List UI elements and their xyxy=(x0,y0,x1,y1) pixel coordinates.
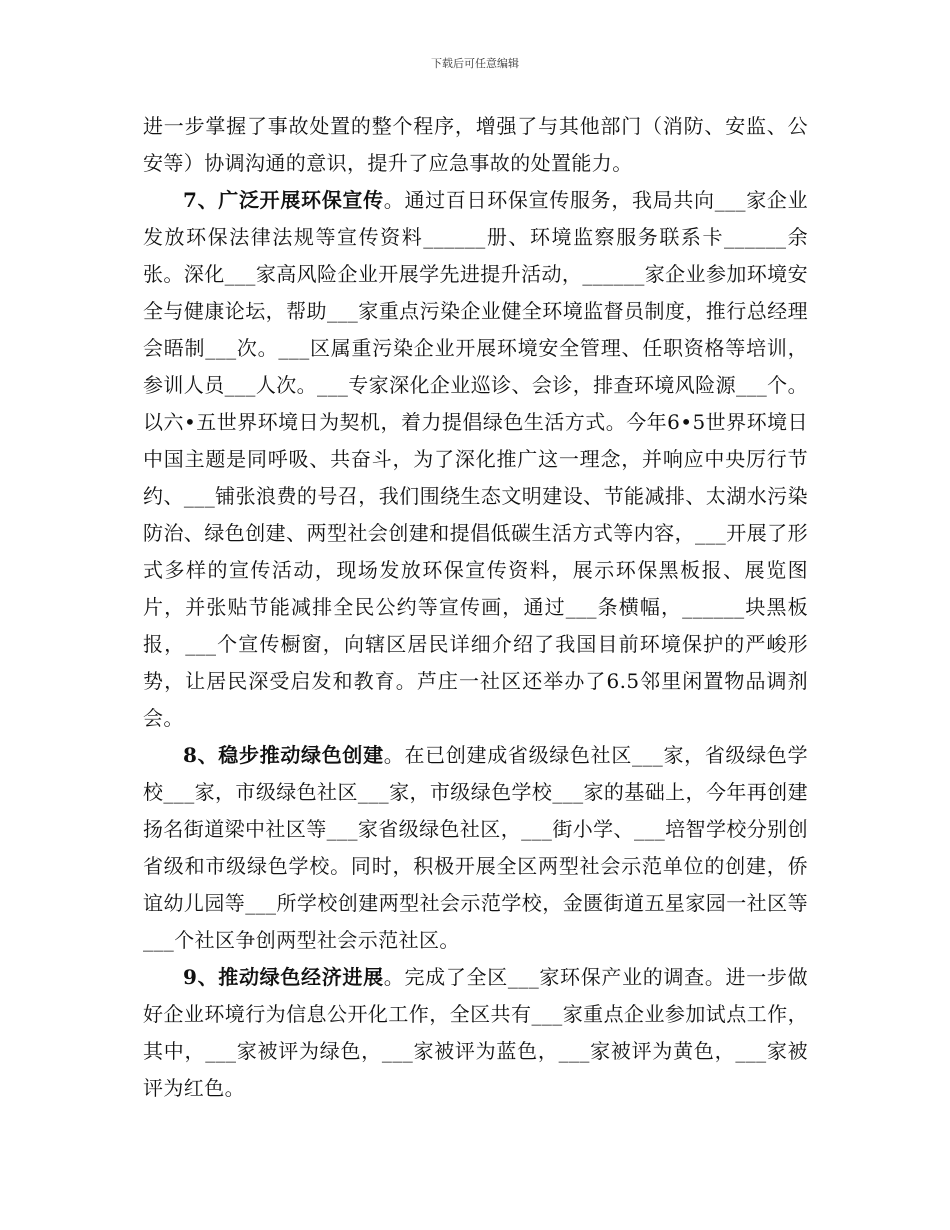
paragraph-text: 进一步掌握了事故处置的整个程序，增强了与其他部门（消防、安监、公安等）协调沟通的意识，提升了应急事故的处置能力。 xyxy=(143,114,808,175)
paragraph-text: 。完成了全区___家环保产业的调查。进一步做好企业环境行为信息公开化工作，全区共有___家重点企业参加试点工作，其中，___家被评为绿色，___家被评为蓝色，___家被评为黄色，___家被评为红色。 xyxy=(143,965,808,1100)
page-header: 下载后可任意编辑 xyxy=(431,57,519,70)
paragraph-section-9 xyxy=(143,959,808,1107)
section-heading: 8、稳步推动绿色创建 xyxy=(183,743,384,767)
paragraph-continuation xyxy=(143,108,808,182)
paragraph-section-8 xyxy=(143,737,808,959)
paragraph-text: 。在已创建成省级绿色社区___家，省级绿色学校___家，市级绿色社区___家，市级绿色学校___家的基础上，今年再创建扬名街道梁中社区等___家省级绿色社区，___街小学、___培智学校分别创省级和市级绿色学校。同时，积极开展全区两型社会示范单位的创建，侨谊幼儿园等___所学校创建两型社会示范学校，金匮街道五星家园一社区等___个社区争创两型社会示范社区。 xyxy=(143,743,808,952)
paragraph-text: 。通过百日环保宣传服务，我局共向___家企业发放环保法律法规等宣传资料______册、环境监察服务联系卡______余张。深化___家高风险企业开展学先进提升活动，______家企业参加环境安全与健康论坛，帮助___家重点污染企业健全环境监督员制度，推行总经理会晤制___次。___区属重污染企业开展环境安全管理、任职资格等培训，参训人员___人次。___专家深化企业巡诊、会诊，排查环境风险源___个。以六•五世界环境日为契机，着力提倡绿色生活方式。今年6•5世界环境日中国主题是同呼吸、共奋斗，为了深化推广这一理念，并响应中央厉行节约、___铺张浪费的号召，我们围绕生态文明建设、节能减排、太湖水污染防治、绿色创建、两型社会创建和提倡低碳生活方式等内容，___开展了形式多样的宣传活动，现场发放环保宣传资料，展示环保黑板报、展览图片，并张贴节能减排全民公约等宣传画，通过___条横幅，______块黑板报，___个宣传橱窗，向辖区居民详细介绍了我国目前环境保护的严峻形势，让居民深受启发和教育。芦庄一社区还举办了6.5邻里闲置物品调剂会。 xyxy=(143,188,808,730)
paragraph-section-7 xyxy=(143,182,808,737)
document-body xyxy=(143,108,808,1107)
section-heading: 7、广泛开展环保宣传 xyxy=(183,188,384,212)
section-heading: 9、推动绿色经济进展 xyxy=(183,965,384,989)
